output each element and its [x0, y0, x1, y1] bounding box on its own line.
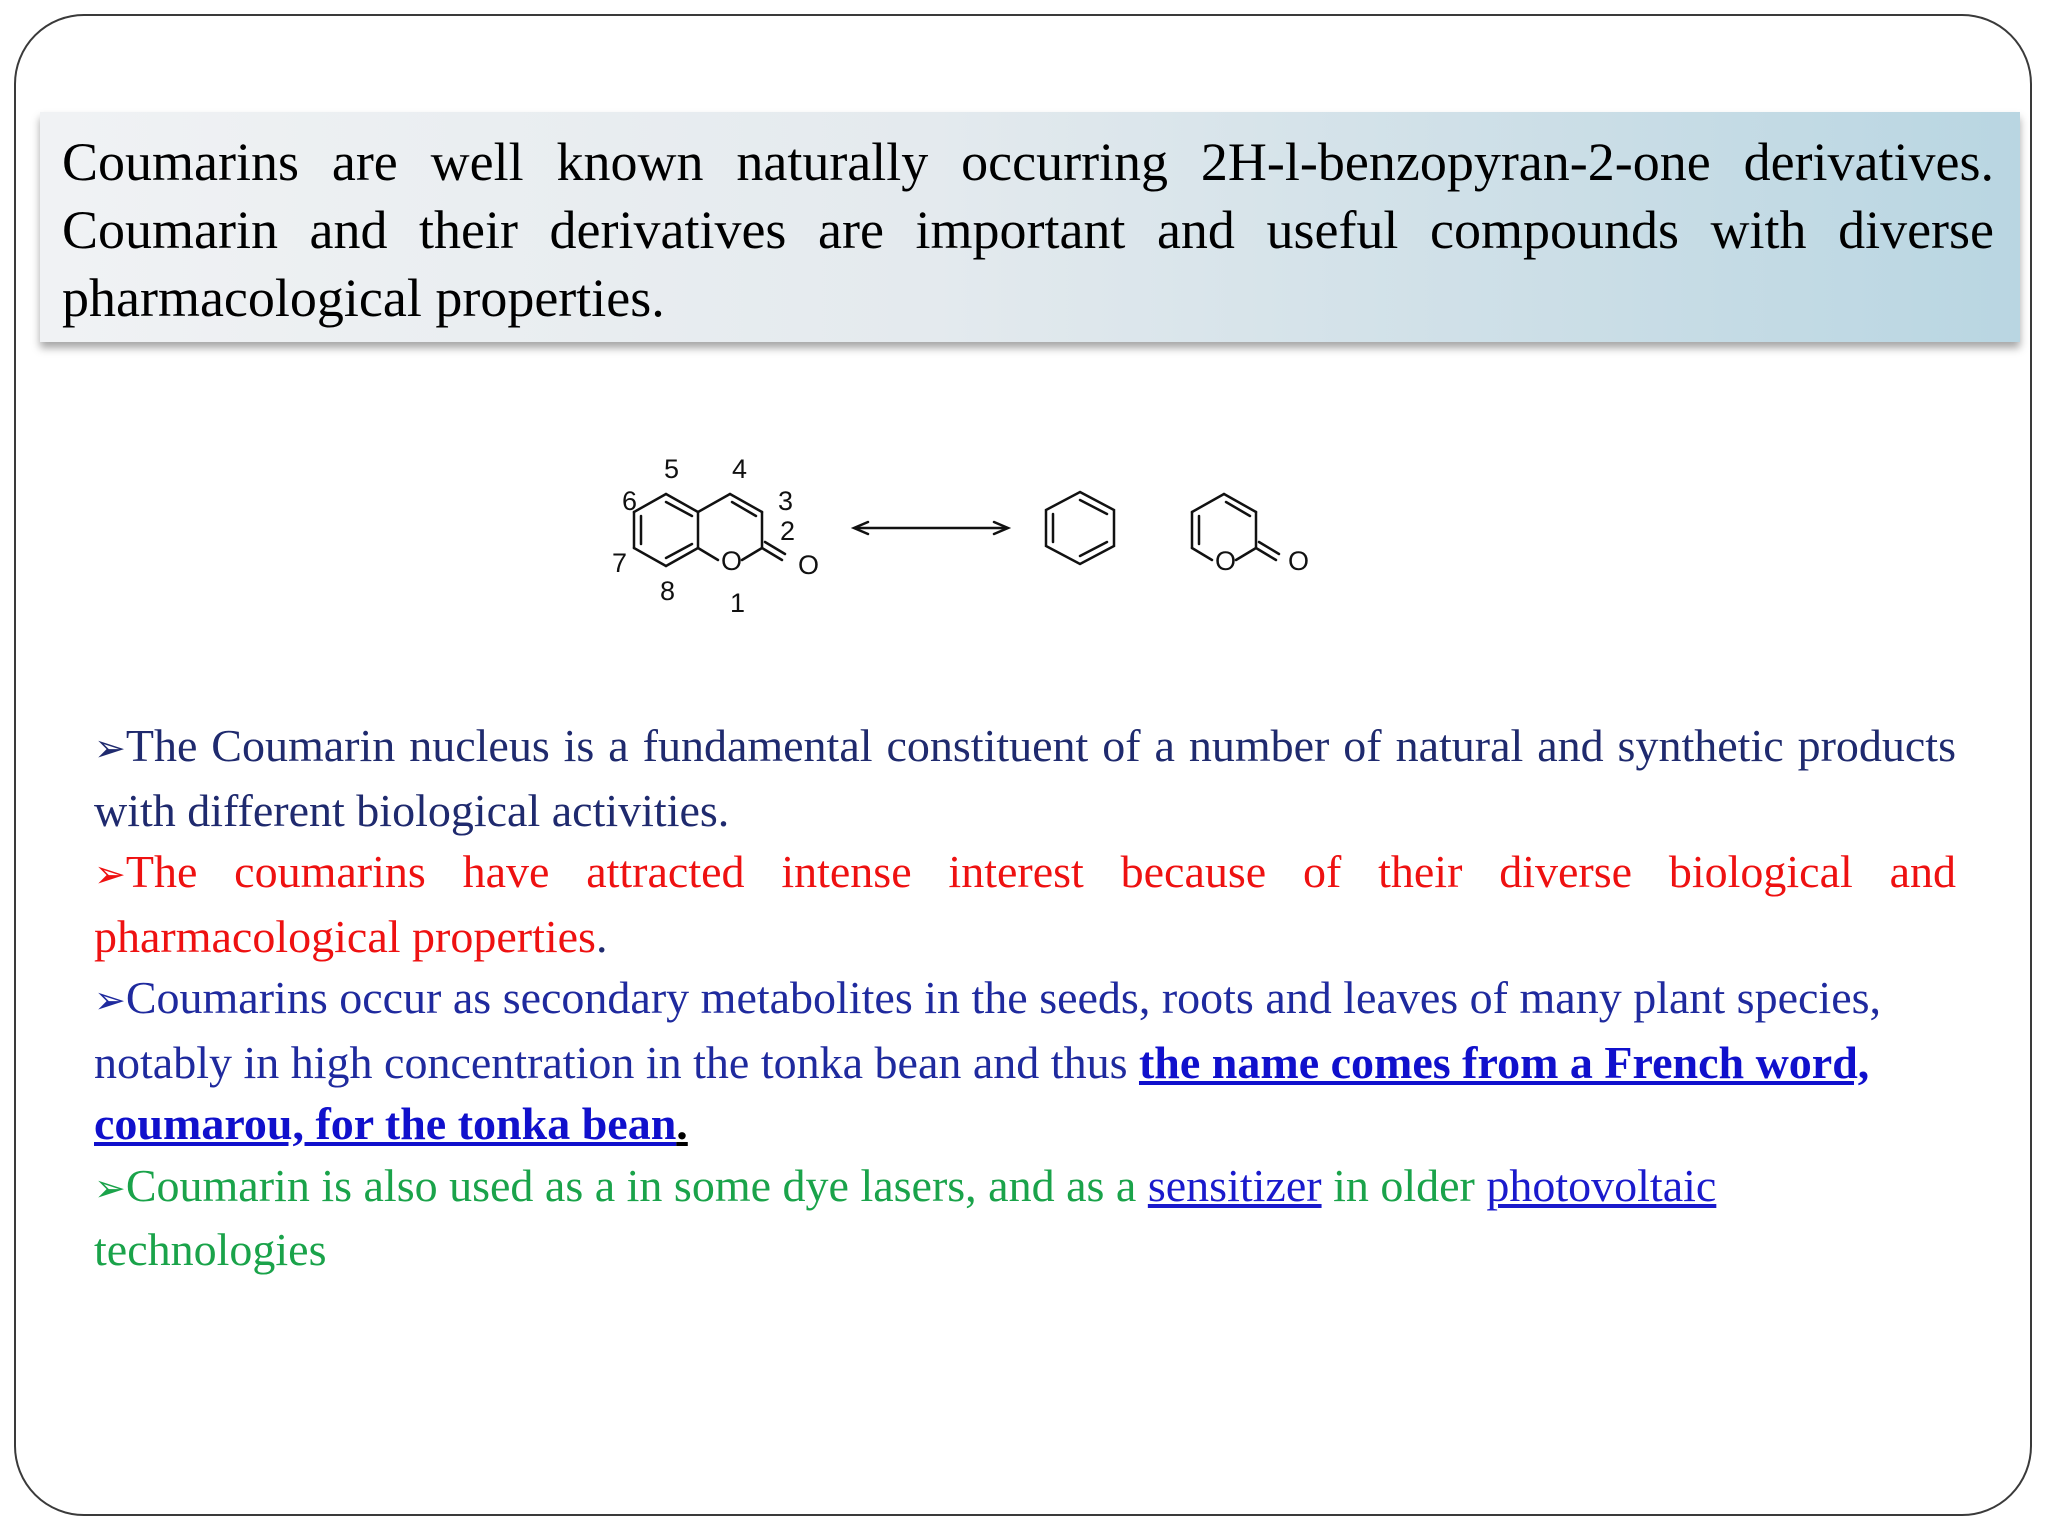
bullet-item-2 [94, 841, 1956, 967]
bond-inner [1226, 502, 1250, 516]
bond-inner [1080, 542, 1107, 556]
bond [1192, 494, 1224, 512]
benzene-ring [1046, 492, 1114, 564]
atom-label-7: 7 [612, 548, 628, 578]
atom-label-pyranone-o-keto: O [1288, 546, 1310, 576]
atom-label-o-ring: O [721, 546, 743, 576]
sensitizer-link[interactable]: sensitizer [1147, 1159, 1322, 1211]
bond [634, 494, 666, 512]
bullet-text: Coumarin is also used as a in some dye lasers, and as a [125, 1159, 1148, 1211]
atom-label-8: 8 [660, 576, 676, 606]
bullet-text: in older [1321, 1159, 1487, 1211]
atom-label-o-keto: O [798, 550, 820, 580]
bullet-text: The coumarins have attracted intense interest because of their diverse biological and pharmacological properties [94, 846, 1956, 962]
bond-inner [666, 544, 692, 558]
bullet-arrow-icon: ➢ [94, 852, 126, 896]
title-text: Coumarins are well known naturally occurring 2H-l-benzopyran-2-one derivatives. Coumarin and their derivatives are important and useful compounds with diverse pharmacological properties. [62, 132, 1994, 328]
bullet-item-3 [94, 967, 1956, 1155]
bond [1192, 548, 1212, 560]
bond-inner [666, 502, 692, 516]
bullet-item-4 [94, 1155, 1956, 1281]
atom-label-pyranone-o-ring: O [1215, 546, 1237, 576]
bullet-text: technologies [94, 1224, 327, 1275]
atom-label-5: 5 [664, 454, 680, 484]
bullet-arrow-icon: ➢ [94, 726, 126, 770]
bullet-item-1 [94, 715, 1956, 841]
atom-label-2: 2 [780, 516, 796, 546]
bullet-list [94, 715, 1956, 1281]
atom-label-3: 3 [778, 486, 794, 516]
bond-inner [1080, 500, 1107, 514]
coumarin-structure-diagram [600, 440, 1340, 640]
bullet-period: . [595, 910, 608, 962]
bullet-text: Coumarins occur as secondary metabolites in the seeds, roots and leaves of many plant species, notably in high concentration in the tonka bean and thus [94, 972, 1882, 1088]
bond [698, 548, 718, 560]
bond [634, 548, 666, 566]
coumarou-link[interactable]: the name comes from a French word, coumarou, for the tonka bean [94, 1036, 1870, 1149]
title-box [40, 112, 2020, 342]
atom-label-6: 6 [622, 486, 638, 516]
bullet-period: . [676, 1098, 688, 1149]
bond [1236, 548, 1256, 560]
bond [698, 494, 730, 512]
photovoltaic-link[interactable]: photovoltaic [1486, 1159, 1717, 1211]
bond [742, 548, 762, 560]
bond-inner [732, 502, 756, 516]
bullet-arrow-icon: ➢ [94, 978, 126, 1022]
atom-label-4: 4 [732, 454, 748, 484]
bullet-arrow-icon: ➢ [94, 1165, 126, 1210]
bullet-text: The Coumarin nucleus is a fundamental constituent of a number of natural and synthetic products with different biological activities. [94, 720, 1956, 836]
atom-label-1: 1 [730, 588, 746, 618]
